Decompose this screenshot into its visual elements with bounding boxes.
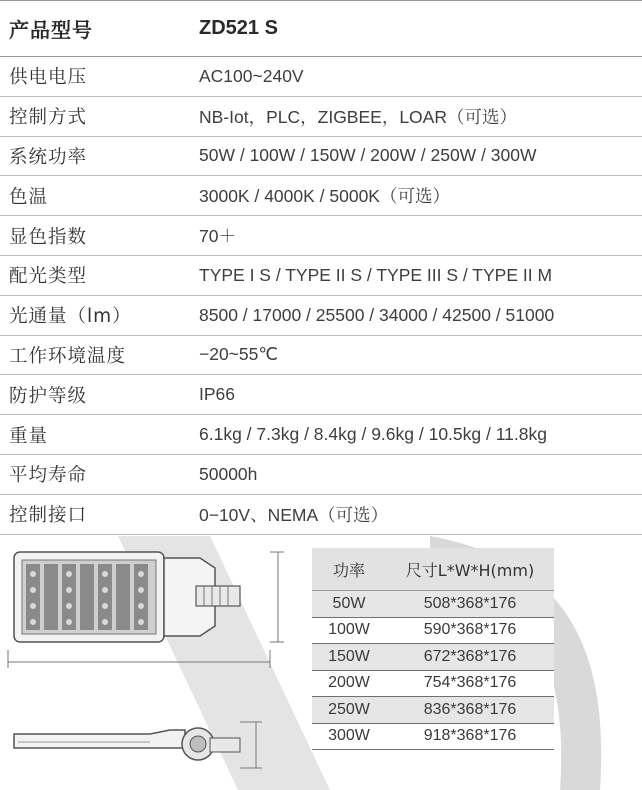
spec-row-weight [0, 415, 642, 455]
spec-row-lifetime [0, 455, 642, 495]
spec-label: 重量 [9, 425, 49, 447]
spec-value: 6.1kg / 7.3kg / 8.4kg / 9.6kg / 10.5kg / 11.8kg [199, 424, 547, 445]
dimensions-cell: 590*368*176 [423, 621, 517, 639]
dimensions-cell: 754*368*176 [423, 674, 517, 692]
spec-label: 平均寿命 [9, 465, 88, 487]
spec-value: TYPE I S / TYPE II S / TYPE III S / TYPE II M [199, 264, 553, 285]
power-cell: 150W [328, 647, 370, 665]
spec-row-ip-rating [0, 375, 642, 415]
size-table-row [312, 697, 554, 724]
spec-value: NB-Iot，PLC，ZIGBEE，LOAR（可选） [199, 106, 517, 127]
spec-label: 供电电压 [9, 67, 88, 89]
power-cell: 100W [328, 621, 370, 639]
dimensions-cell: 836*368*176 [423, 700, 517, 718]
spec-label: 配光类型 [9, 266, 88, 288]
spec-value: ZD521 S [199, 17, 278, 39]
spec-value: 0−10V、NEMA（可选） [199, 504, 389, 525]
power-cell: 250W [328, 700, 370, 718]
size-table-row [312, 671, 554, 698]
spec-row-control-interface [0, 495, 642, 535]
size-table-row [312, 724, 554, 751]
spec-value: 3000K / 4000K / 5000K（可选） [199, 186, 450, 207]
spec-value: −20~55℃ [199, 344, 279, 365]
spec-label: 产品型号 [9, 18, 93, 42]
dimensions-cell: 508*368*176 [423, 594, 517, 612]
power-cell: 300W [328, 727, 370, 745]
spec-row-system-power [0, 137, 642, 177]
dimensions-column-header: 尺寸L*W*H(mm) [405, 560, 535, 580]
spec-row-model [0, 0, 642, 57]
spec-row-operating-temp [0, 336, 642, 376]
power-column-header: 功率 [332, 560, 365, 580]
power-cell: 50W [332, 594, 366, 612]
spec-label: 防护等级 [9, 385, 88, 407]
spec-row-light-distribution [0, 256, 642, 296]
luminaire-top-view-drawing [0, 538, 290, 678]
size-table-row [312, 644, 554, 671]
spec-value: AC100~240V [199, 65, 304, 86]
size-table-row [312, 591, 554, 618]
spec-row-color-temp [0, 176, 642, 216]
spec-value: 8500 / 17000 / 25500 / 34000 / 42500 / 51000 [199, 304, 555, 325]
spec-label: 控制方式 [9, 107, 88, 129]
dimensions-cell: 918*368*176 [423, 727, 517, 745]
spec-label: 工作环境温度 [9, 345, 127, 367]
size-table-header [312, 548, 554, 591]
spec-label: 系统功率 [9, 146, 88, 168]
spec-label: 光通量（lm） [9, 306, 132, 328]
spec-row-voltage [0, 57, 642, 97]
size-table [312, 548, 554, 750]
spec-label: 显色指数 [9, 226, 88, 248]
spec-value: 50W / 100W / 150W / 200W / 250W / 300W [199, 145, 537, 166]
size-table-row [312, 618, 554, 645]
spec-row-control-mode [0, 97, 642, 137]
power-cell: 200W [328, 674, 370, 692]
spec-row-luminous-flux [0, 296, 642, 336]
size-table-body [312, 591, 554, 750]
spec-label: 色温 [9, 186, 49, 208]
dimensions-cell: 672*368*176 [423, 647, 517, 665]
spec-row-cri [0, 216, 642, 256]
luminaire-side-view-drawing [0, 712, 290, 782]
spec-value: IP66 [199, 384, 235, 405]
spec-value: 70＋ [199, 226, 236, 247]
spec-value: 50000h [199, 463, 258, 484]
spec-label: 控制接口 [9, 505, 88, 527]
